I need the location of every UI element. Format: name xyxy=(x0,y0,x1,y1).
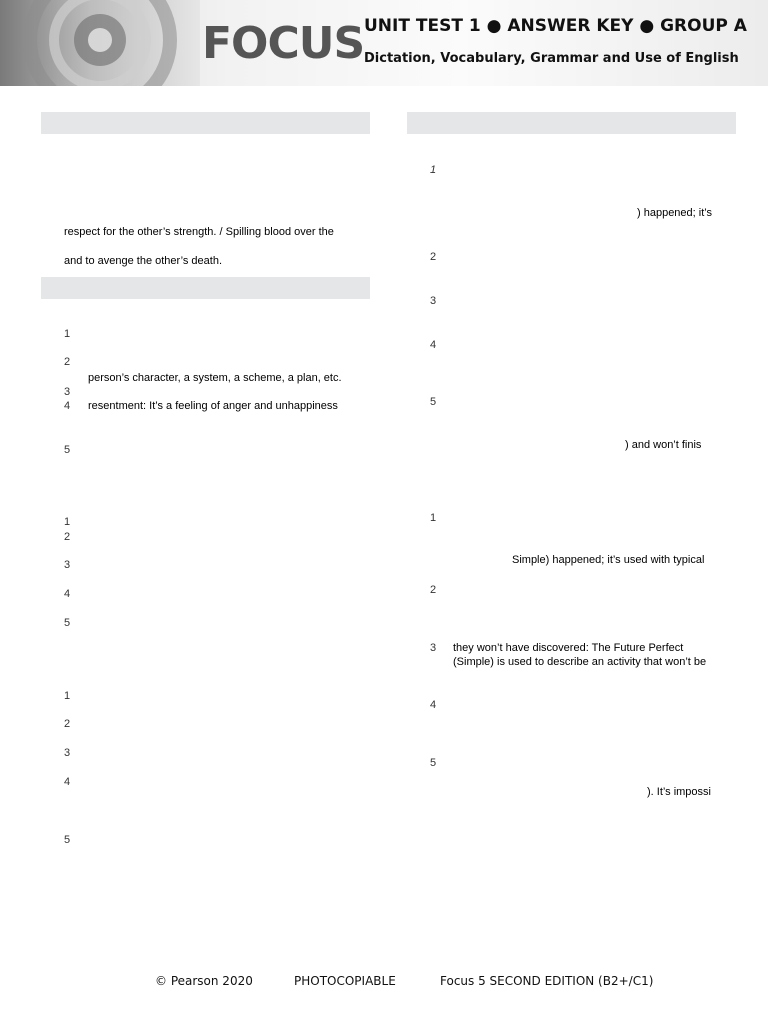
answer-line: and to avenge the other’s death. xyxy=(64,255,222,267)
item-number: 2 xyxy=(430,584,437,596)
answer-line: ) and won’t finis xyxy=(625,439,702,451)
footer-edition: Focus 5 SECOND EDITION (B2+/C1) xyxy=(440,974,654,988)
item-number: 3 xyxy=(64,747,71,759)
answer-line: person’s character, a system, a scheme, a plan, etc. xyxy=(88,372,342,384)
item-number: 1 xyxy=(430,512,437,524)
item-number: 4 xyxy=(64,588,71,600)
section-header-bar xyxy=(41,277,370,299)
item-number: 3 xyxy=(64,559,71,571)
item-number: 3 xyxy=(430,642,437,654)
item-number: 1 xyxy=(64,328,71,340)
item-number: 5 xyxy=(430,757,437,769)
item-number: 1 xyxy=(430,164,437,176)
answer-line: respect for the other’s strength. / Spilling blood over the xyxy=(64,226,334,238)
item-number: 4 xyxy=(64,776,71,788)
item-number: 4 xyxy=(430,699,437,711)
page-subtitle: Dictation, Vocabulary, Grammar and Use of English xyxy=(364,51,739,66)
item-number: 5 xyxy=(64,617,71,629)
item-number: 2 xyxy=(64,356,71,368)
answer-line: ) happened; it’s xyxy=(637,207,713,219)
footer-copyright: © Pearson 2020 xyxy=(155,974,253,988)
page-header xyxy=(0,0,768,86)
item-number: 3 xyxy=(64,386,71,398)
item-number: 4 xyxy=(430,339,437,351)
item-number: 2 xyxy=(64,531,71,543)
logo-disc-icon xyxy=(0,0,200,86)
answer-line: Simple) happened; it’s used with typical xyxy=(512,554,705,566)
answer-line: (Simple) is used to describe an activity that won’t be xyxy=(453,656,707,668)
page-title: UNIT TEST 1 ● ANSWER KEY ● GROUP A xyxy=(364,16,747,36)
footer-photocopiable: PHOTOCOPIABLE xyxy=(294,974,396,988)
item-number: 2 xyxy=(64,718,71,730)
item-number: 4 xyxy=(64,400,71,412)
item-number: 5 xyxy=(64,444,71,456)
answer-line: ). It’s impossi xyxy=(647,786,711,798)
answer-line: resentment: It’s a feeling of anger and unhappiness xyxy=(88,400,338,412)
item-number: 2 xyxy=(430,251,437,263)
answer-line: they won’t have discovered: The Future Perfect xyxy=(453,642,684,654)
item-number: 5 xyxy=(64,834,71,846)
focus-logo: FOCUS xyxy=(202,18,365,69)
item-number: 5 xyxy=(430,396,437,408)
item-number: 3 xyxy=(430,295,437,307)
item-number: 1 xyxy=(64,516,71,528)
item-number: 1 xyxy=(64,690,71,702)
section-header-bar xyxy=(41,112,370,134)
section-header-bar xyxy=(407,112,736,134)
